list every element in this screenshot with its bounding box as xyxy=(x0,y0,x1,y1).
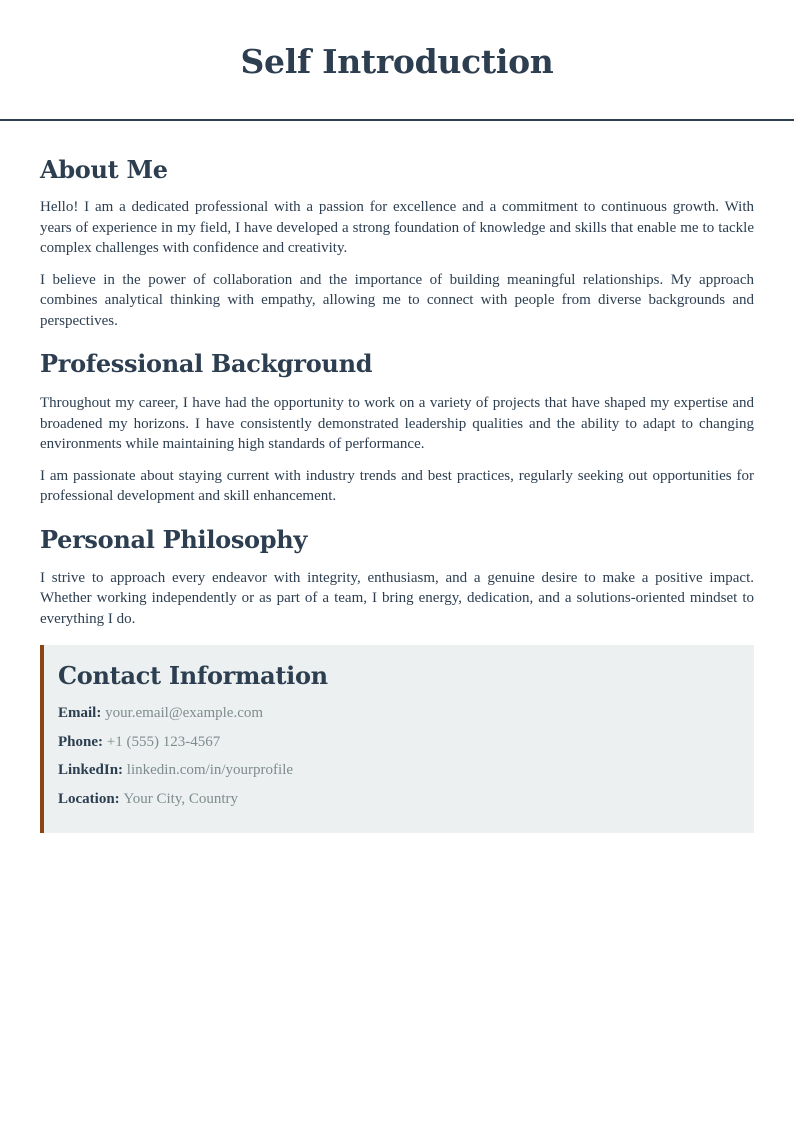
page-title: Self Introduction xyxy=(240,42,554,81)
about-heading: About Me xyxy=(40,155,168,184)
email-value: your.email@example.com xyxy=(105,705,264,721)
philosophy-section xyxy=(40,525,754,630)
location-value: Your City, Country xyxy=(123,790,239,807)
contact-email-row xyxy=(58,703,736,723)
main-content xyxy=(0,155,794,833)
contact-linkedin-row xyxy=(58,760,736,780)
philosophy-heading: Personal Philosophy xyxy=(40,524,308,554)
professional-section xyxy=(40,349,754,507)
professional-heading: Professional Background xyxy=(40,349,373,378)
page-header xyxy=(0,0,794,121)
phone-label: Phone: xyxy=(58,733,107,750)
about-paragraph-1: Hello! I am a dedicated professional with a passion for excellence and a commitment to continuous growth. With years of experience in my field, I have developed a strong foundation of knowledge and skills that enable me to tackle complex challenges with confidence and creativity. xyxy=(40,199,754,256)
location-label: Location: xyxy=(58,790,124,807)
phone-value: +1 (555) 123-4567 xyxy=(106,733,221,750)
about-paragraph-2: I believe in the power of collaboration and the importance of building meaningful relationships. My approach combines analytical thinking with empathy, allowing me to connect with people from diverse backgrounds and perspectives. xyxy=(40,271,754,329)
philosophy-paragraph-1: I strive to approach every endeavor with integrity, enthusiasm, and a genuine desire to make a positive impact. Whether working independently or as part of a team, I bring energy, dedication, and a solutions-oriented mindset to everything I do. xyxy=(40,569,754,627)
linkedin-label: LinkedIn: xyxy=(58,762,127,779)
professional-paragraph-2: I am passionate about staying current with industry trends and best practices, regularly seeking out opportunities for professional development and skill enhancement. xyxy=(40,467,754,504)
professional-paragraph-1: Throughout my career, I have had the opportunity to work on a variety of projects that have shaped my expertise and broadened my horizons. I have consistently demonstrated leadership qualities and the ability to adapt to changing environments while maintaining high standards of performance. xyxy=(40,395,754,452)
contact-location-row xyxy=(58,789,736,809)
linkedin-value: linkedin.com/in/yourprofile xyxy=(126,762,294,779)
contact-heading: Contact Information xyxy=(58,661,328,690)
contact-box xyxy=(40,645,754,833)
contact-phone-row xyxy=(58,732,736,752)
about-section xyxy=(40,155,754,331)
email-label: Email: xyxy=(58,705,106,721)
